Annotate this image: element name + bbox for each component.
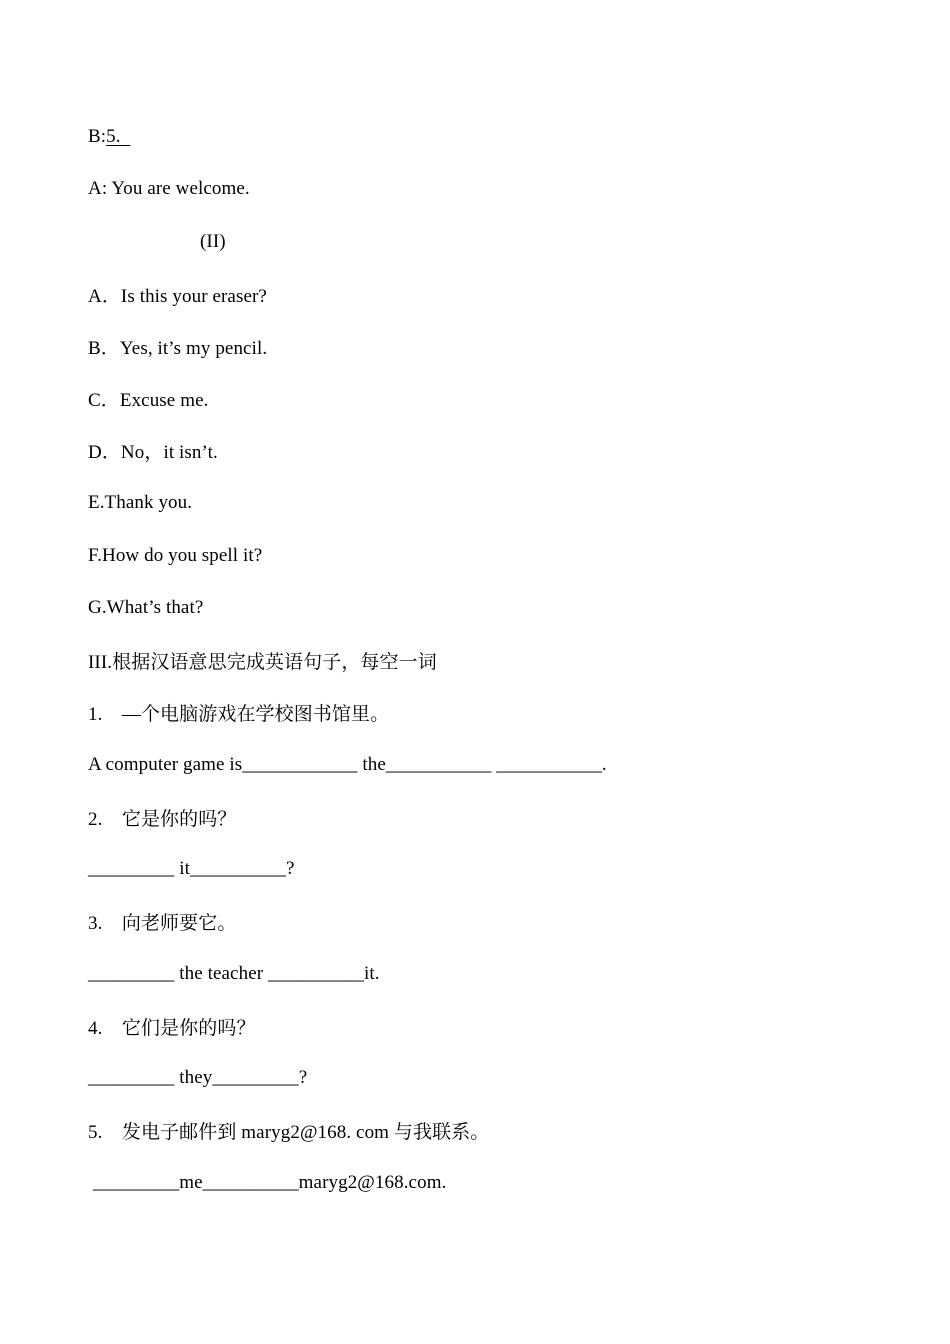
text-segment: C．Excuse me. [88, 390, 209, 412]
text-segment: (II) [200, 230, 226, 252]
section-heading-part3 [88, 634, 900, 686]
text-segment: 4. 它们是你的吗？ [88, 1017, 256, 1039]
option-e [88, 477, 900, 529]
dialogue-blank-b5 [88, 111, 900, 163]
question-1-answer-blanks [88, 739, 900, 791]
question-5-answer-blanks [88, 1157, 900, 1209]
text-segment: 1. —个电脑游戏在学校图书馆里。 [88, 703, 390, 725]
text-segment: III.根据汉语意思完成英语句子，每空一词 [88, 651, 437, 673]
text-segment: _________ it__________? [88, 858, 295, 880]
question-4-chinese [88, 1000, 900, 1052]
option-g [88, 582, 900, 634]
text-segment: D．No，it isn’t. [88, 442, 218, 464]
section-heading-part2 [88, 216, 900, 268]
text-segment: G.What’s that? [88, 596, 204, 618]
text-segment: _________me__________maryg2@168.com. [88, 1172, 447, 1194]
text-segment: _________ the teacher __________it. [88, 962, 380, 984]
document-body [88, 111, 900, 1209]
text-segment: A．Is this your eraser? [88, 285, 267, 307]
dialogue-line-a-welcome [88, 163, 900, 215]
text-segment: F.How do you spell it? [88, 544, 263, 566]
option-b [88, 320, 900, 372]
option-a [88, 268, 900, 320]
text-segment: E.Thank you. [88, 492, 193, 514]
option-d [88, 425, 900, 477]
text-segment: 3. 向老师要它。 [88, 913, 237, 935]
text-segment: _________ they_________? [88, 1067, 308, 1089]
question-3-answer-blanks [88, 948, 900, 1000]
question-3-chinese [88, 895, 900, 947]
text-segment: 5. 发电子邮件到 maryg2@168. com 与我联系。 [88, 1122, 490, 1144]
text-segment: B: [88, 126, 107, 148]
text-segment: 2. 它是你的吗？ [88, 808, 237, 830]
text-segment: B．Yes, it’s my pencil. [88, 337, 268, 359]
option-f [88, 529, 900, 581]
text-segment: A computer game is____________ the___________ ___________. [88, 753, 607, 775]
underlined-text-segment: 5. [106, 126, 131, 148]
question-2-chinese [88, 791, 900, 843]
option-c [88, 372, 900, 424]
question-1-chinese [88, 686, 900, 738]
text-segment: A: You are welcome. [88, 178, 250, 200]
question-4-answer-blanks [88, 1052, 900, 1104]
question-5-chinese [88, 1105, 900, 1157]
question-2-answer-blanks [88, 843, 900, 895]
